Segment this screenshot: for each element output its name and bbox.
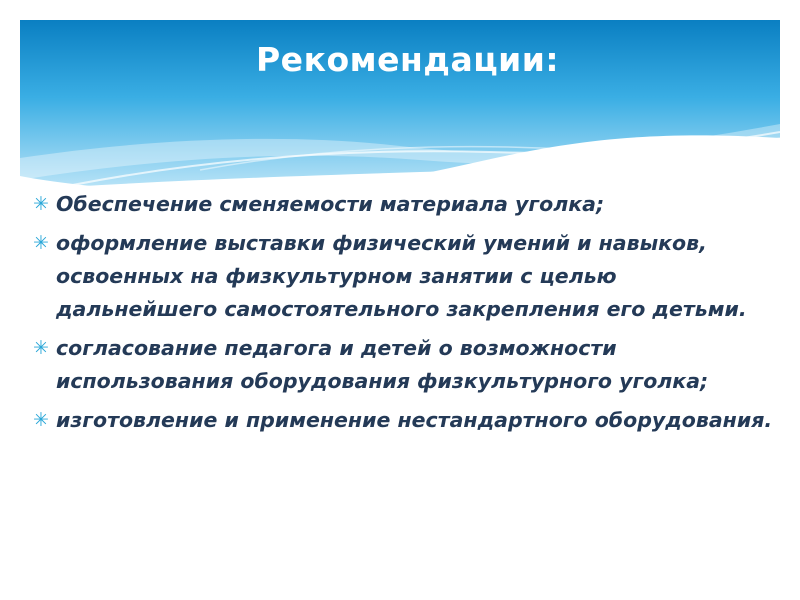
bullet-star-icon: ✳ <box>33 409 49 431</box>
bullet-item <box>30 188 775 221</box>
bullet-text: Обеспечение сменяемости материала уголка; <box>56 192 605 216</box>
bullet-item <box>30 404 775 437</box>
bullet-list <box>30 188 775 443</box>
bullet-item <box>30 227 775 326</box>
bullet-text: изготовление и применение нестандартного оборудования. <box>56 408 773 432</box>
bullet-star-icon: ✳ <box>33 232 49 254</box>
bullet-text: согласование педагога и детей о возможности использования оборудования физкультурного уголка; <box>56 336 709 393</box>
bullet-text: оформление выставки физический умений и навыков, освоенных на физкультурном занятии с целью дальнейшего самостоятельного закрепления его детьми. <box>56 231 747 321</box>
bullet-item <box>30 332 775 398</box>
slide-title: Рекомендации: <box>256 40 560 79</box>
slide-frame <box>20 20 780 580</box>
bullet-star-icon: ✳ <box>33 193 49 215</box>
bullet-star-icon: ✳ <box>33 337 49 359</box>
